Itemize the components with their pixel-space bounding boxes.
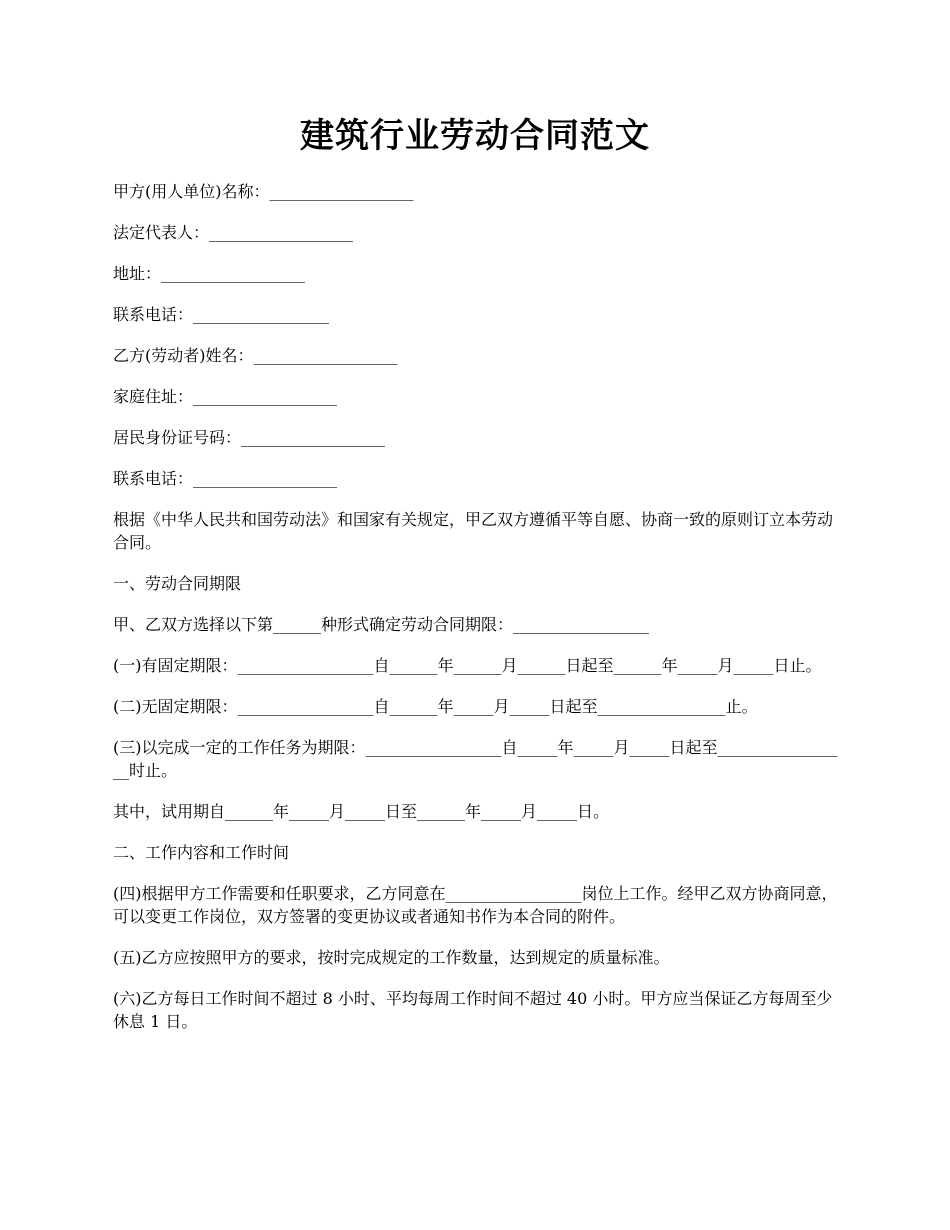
clause-task-term: (三)以完成一定的工作任务为期限：_________________自_____年_____月_____日起至_________________时止。 [113,738,838,780]
party-b-address-line: 家庭住址：__________________ [113,387,338,406]
term-choice-paragraph: 甲、乙双方选择以下第______种形式确定劳动合同期限：_________________ [113,615,650,634]
section-heading-work: 二、工作内容和工作时间 [113,843,290,862]
party-b-phone-line: 联系电话：__________________ [113,469,338,488]
document-title: 建筑行业劳动合同范文 [300,116,650,156]
party-a-address-line: 地址：__________________ [113,264,306,283]
clause-work-quality: (五)乙方应按照甲方的要求，按时完成规定的工作数量，达到规定的质量标准。 [113,948,670,967]
party-b-name-line: 乙方(劳动者)姓名：__________________ [113,346,398,365]
party-b-id-line: 居民身份证号码：__________________ [113,428,386,447]
clause-working-hours: (六)乙方每日工作时间不超过 8 小时、平均每周工作时间不超过 40 小时。甲方应当保证乙方每周至少休息 1 日。 [113,989,833,1031]
legal-representative-line: 法定代表人：__________________ [113,223,354,242]
clause-open-term: (二)无固定期限：_________________自______年_____月_____日起至________________止。 [113,697,758,716]
party-a-phone-line: 联系电话：_________________ [113,305,330,324]
section-heading-term: 一、劳动合同期限 [113,574,242,593]
clause-fixed-term: (一)有固定期限：_________________自______年______月______日起至______年_____月_____日止。 [113,656,822,675]
probation-paragraph: 其中，试用期自______年_____月_____日至______年_____月_____日。 [113,802,610,821]
document-body [113,180,841,1051]
clause-job-position: (四)根据甲方工作需要和任职要求，乙方同意在_________________岗位上工作。经甲乙双方协商同意，可以变更工作岗位，双方签署的变更协议或者通知书作为本合同的附件。 [113,884,838,926]
preamble-paragraph: 根据《中华人民共和国劳动法》和国家有关规定，甲乙双方遵循平等自愿、协商一致的原则订立本劳动合同。 [113,510,834,552]
party-a-name-line: 甲方(用人单位)名称：__________________ [113,182,414,201]
